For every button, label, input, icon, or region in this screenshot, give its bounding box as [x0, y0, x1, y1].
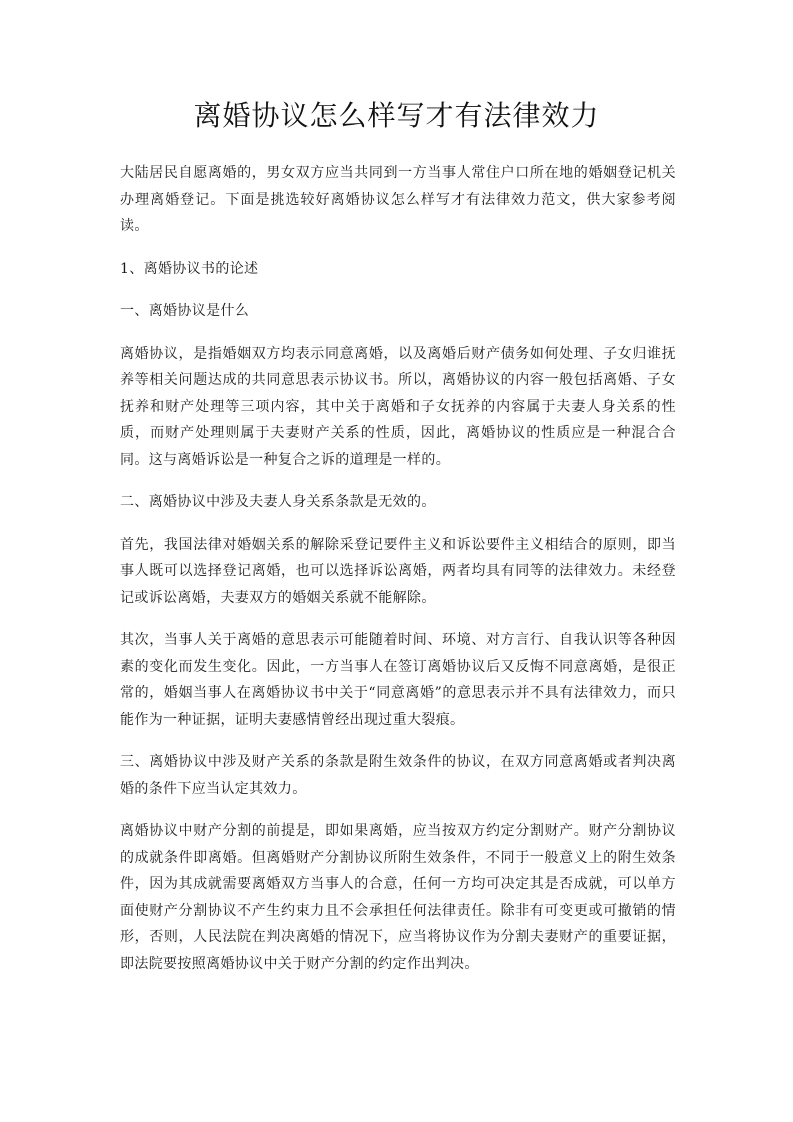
paragraph-definition: 离婚协议，是指婚姻双方均表示同意离婚，以及离婚后财产债务如何处理、子女归谁抚养等相关问题达成的共同意思表示协议书。所以，离婚协议的内容一般包括离婚、子女抚养和财产处理等三项内容，其中关于离婚和子女抚养的内容属于夫妻人身关系的性质，而财产处理则属于夫妻财产关系的性质，因此，离婚协议的性质应是一种混合合同。这与离婚诉讼是一种复合之诉的道理是一样的。: [120, 345, 676, 468]
paragraph-intro: 大陆居民自愿离婚的，男女双方应当共同到一方当事人常住户口所在地的婚姻登记机关办理离婚登记。下面是挑选较好离婚协议怎么样写才有法律效力范文，供大家参考阅读。: [120, 165, 676, 234]
paragraph-first: 首先，我国法律对婚姻关系的解除采登记要件主义和诉讼要件主义相结合的原则，即当事人既可以选择登记离婚，也可以选择诉讼离婚，两者均具有同等的法律效力。未经登记或诉讼离婚，夫妻双方的婚姻关系就不能解除。: [120, 536, 676, 606]
document-title: 离婚协议怎么样写才有法律效力: [193, 99, 600, 132]
document-body: [120, 160, 676, 993]
paragraph-second: 其次，当事人关于离婚的意思表示可能随着时间、环境、对方言行、自我认识等各种因素的变化而发生变化。因此，一方当事人在签订离婚协议后又反悔不同意离婚，是很正常的，婚姻当事人在离婚协议书中关于“同意离婚”的意思表示并不具有法律效力，而只能作为一种证据，证明夫妻感情曾经出现过重大裂痕。: [120, 632, 676, 728]
paragraph-property-division: 离婚协议中财产分割的前提是，即如果离婚，应当按双方约定分割财产。财产分割协议的成就条件即离婚。但离婚财产分割协议所附生效条件，不同于一般意义上的附生效条件，因为其成就需要离婚双方当事人的合意，任何一方均可决定其是否成就，可以单方面使财产分割协议不产生约束力且不会承担任何法律责任。除非有可变更或可撤销的情形，否则，人民法院在判决离婚的情况下，应当将协议作为分割夫妻财产的重要证据，即法院要按照离婚协议中关于财产分割的约定作出判决。: [120, 823, 676, 972]
subheading-property-relations: 三、离婚协议中涉及财产关系的条款是附生效条件的协议，在双方同意离婚或者判决离婚的条件下应当认定其效力。: [120, 754, 676, 797]
section-heading-1: 1、离婚协议书的论述: [120, 260, 259, 277]
subheading-what-is-agreement: 一、离婚协议是什么: [120, 303, 250, 319]
subheading-personal-relations: 二、离婚协议中涉及夫妻人身关系条款是无效的。: [120, 494, 436, 510]
